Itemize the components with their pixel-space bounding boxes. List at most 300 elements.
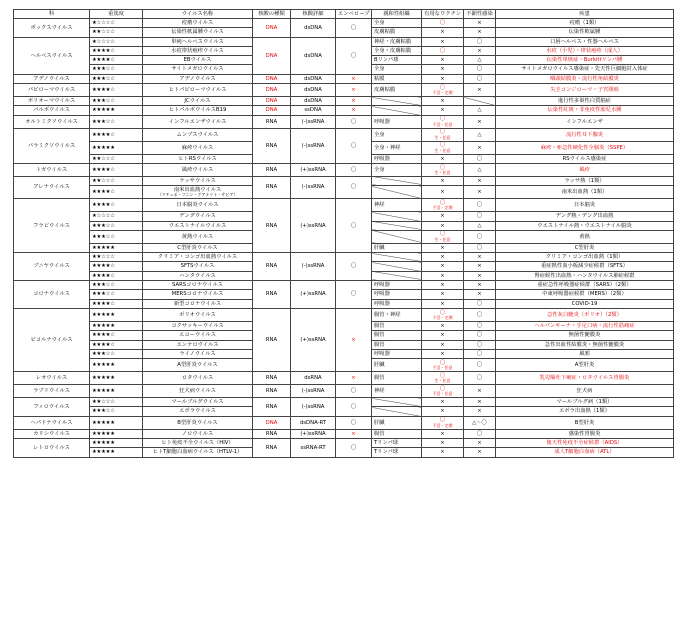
- disease-cell: サイトメガロウイルス感染症・先天性巨細胞封入体症: [496, 65, 674, 74]
- virus-name-cell: [143, 359, 253, 372]
- nucleic-acid-type: DNA: [253, 84, 291, 97]
- virus-name: サイトメガロウイルス: [171, 66, 224, 73]
- subclinical-cell: ×: [464, 186, 496, 199]
- vaccine-cell: [422, 398, 464, 407]
- vaccine-mark: ×: [440, 263, 445, 270]
- virus-name: SFTSウイルス: [180, 263, 215, 270]
- subclinical-cell: 〇: [464, 331, 496, 340]
- nucleic-acid-detail: dsDNA: [291, 84, 336, 97]
- disease-cell: 南米出血熱（1類）: [496, 186, 674, 199]
- subclinical-cell: △～〇: [464, 416, 496, 429]
- nucleic-acid-type: RNA: [253, 176, 291, 198]
- subclinical-cell: ×: [464, 407, 496, 416]
- severity-stars: ★★★☆☆: [90, 74, 143, 83]
- vaccine-mark: 〇: [439, 199, 446, 206]
- vaccine-note: 生・任意: [434, 169, 451, 175]
- disease-cell: 無菌性髄膜炎: [496, 331, 674, 340]
- disease-cell: 重症熱性血小板減少症候群（SFTS）: [496, 262, 674, 271]
- severity-stars: ★★★☆☆: [90, 221, 143, 230]
- nucleic-acid-type: DNA: [253, 74, 291, 83]
- table-row: [14, 19, 674, 28]
- tissue-cell: [372, 176, 422, 185]
- severity-stars: ★☆☆☆☆: [90, 19, 143, 28]
- vaccine-mark: ×: [440, 291, 445, 298]
- severity-stars: ★★★☆☆: [90, 230, 143, 243]
- virus-name-cell: [143, 37, 253, 46]
- virus-name-cell: [143, 299, 253, 308]
- nucleic-acid-type: RNA: [253, 308, 291, 371]
- disease-cell: クリミア・コンゴ出血熱（1類）: [496, 253, 674, 262]
- tissue-cell: [372, 271, 422, 280]
- virus-name: 狂犬病ウイルス: [179, 387, 216, 394]
- vaccine-cell: [422, 407, 464, 416]
- vaccine-note: 生・任意: [434, 378, 451, 384]
- virus-name: エボラウイルス: [179, 408, 216, 415]
- family-cell: レトロウイルス: [14, 439, 90, 458]
- vaccine-mark: ×: [440, 322, 445, 329]
- tissue-cell: 腸管: [372, 321, 422, 330]
- vaccine-cell: [422, 46, 464, 55]
- virus-name: JCウイルス: [184, 98, 211, 105]
- nucleic-acid-detail: (+)ssRNA: [291, 199, 336, 253]
- nucleic-acid-detail: (-)ssRNA: [291, 385, 336, 398]
- virus-name-cell: [143, 448, 253, 457]
- disease-cell: 進行性多巣性白質脳症: [496, 97, 674, 106]
- virus-name: ムンプスウイルス: [176, 131, 219, 138]
- subclinical-cell: ×: [464, 281, 496, 290]
- severity-stars: ★★★★☆: [90, 299, 143, 308]
- virus-name: B型肝炎ウイルス: [177, 419, 218, 426]
- vaccine-note: 不活・定期: [432, 89, 453, 95]
- disease-cell: 乳児嘔吐下痢症・ロタウイルス胃腸炎: [496, 372, 674, 385]
- disease-cell: 伝染性軟属腫: [496, 28, 674, 37]
- tissue-cell: 肝臓: [372, 243, 422, 252]
- virus-name-cell: [143, 416, 253, 429]
- subclinical-cell: ×: [464, 84, 496, 97]
- disease-cell: 麻疹・亜急性硬化性全脳炎（SSPE）: [496, 141, 674, 154]
- disease-cell: 感染性胃腸炎: [496, 429, 674, 438]
- nucleic-acid-type: RNA: [253, 429, 291, 438]
- nucleic-acid-detail: dsDNA-RT: [291, 416, 336, 429]
- vaccine-mark: ×: [440, 75, 445, 82]
- table-row: [14, 84, 674, 97]
- table-row: [14, 128, 674, 141]
- subclinical-cell: 〇: [464, 154, 496, 163]
- vaccine-note: 不活・定期: [432, 205, 453, 211]
- nucleic-acid-type: RNA: [253, 115, 291, 128]
- tissue-cell: [372, 398, 422, 407]
- severity-stars: ★★☆☆☆: [90, 154, 143, 163]
- virus-name: 水痘帯状疱疹ウイルス: [171, 47, 224, 54]
- subclinical-cell: 〇: [464, 308, 496, 321]
- vaccine-cell: [422, 416, 464, 429]
- vaccine-cell: [422, 253, 464, 262]
- table-row: [14, 106, 674, 115]
- tissue-cell: 全身: [372, 128, 422, 141]
- envelope-cell: 〇: [336, 439, 372, 458]
- vaccine-cell: [422, 106, 464, 115]
- subclinical-cell: 〇: [464, 340, 496, 349]
- virus-name-cell: [143, 262, 253, 271]
- family-cell: ヘルペスウイルス: [14, 37, 90, 74]
- tissue-cell: [372, 262, 422, 271]
- virus-name-cell: [143, 290, 253, 299]
- virus-name-note: （マチュポ・フニン・グアナリト・サビア）: [157, 192, 238, 198]
- virus-name: ヒトパピローマウイルス: [168, 86, 227, 93]
- vaccine-cell: [422, 115, 464, 128]
- tissue-cell: [372, 186, 422, 199]
- vaccine-mark: ×: [440, 222, 445, 229]
- severity-stars: ★★★☆☆: [90, 407, 143, 416]
- nucleic-acid-detail: (-)ssRNA: [291, 398, 336, 417]
- subclinical-cell: △: [464, 163, 496, 176]
- subclinical-cell: ×: [464, 253, 496, 262]
- vaccine-mark: ×: [440, 399, 445, 406]
- tissue-cell: [372, 253, 422, 262]
- table-header-row: [14, 10, 674, 19]
- virus-name-cell: [143, 372, 253, 385]
- vaccine-cell: [422, 128, 464, 141]
- virus-name-cell: [143, 385, 253, 398]
- severity-stars: ★★★★★: [90, 429, 143, 438]
- vaccine-mark: 〇: [439, 47, 446, 54]
- virus-name-cell: [143, 46, 253, 55]
- table-row: [14, 281, 674, 290]
- virus-name: インフルエンザウイルス: [168, 118, 227, 125]
- nucleic-acid-detail: (+)ssRNA: [291, 429, 336, 438]
- header-cell: 不顕性感染: [464, 10, 496, 19]
- family-cell: パピローマウイルス: [14, 84, 90, 97]
- virus-name: クリミア・コンゴ出血熱ウイルス: [157, 254, 238, 261]
- nucleic-acid-detail: (-)ssRNA: [291, 128, 336, 163]
- vaccine-cell: [422, 429, 464, 438]
- disease-cell: B型肝炎: [496, 416, 674, 429]
- virus-name-cell: [143, 115, 253, 128]
- disease-cell: RSウイルス感染症: [496, 154, 674, 163]
- subclinical-cell: 〇: [464, 359, 496, 372]
- severity-stars: ★★★★★: [90, 448, 143, 457]
- vaccine-cell: [422, 321, 464, 330]
- disease-cell: 急性出血性結膜炎・無菌性髄膜炎: [496, 340, 674, 349]
- table-row: [14, 439, 674, 448]
- disease-cell: ヘルパンギーナ・手足口病・流行性筋痛症: [496, 321, 674, 330]
- tissue-cell: 腸管: [372, 340, 422, 349]
- vaccine-mark: ×: [440, 332, 445, 339]
- nucleic-acid-type: DNA: [253, 19, 291, 38]
- nucleic-acid-detail: dsRNA: [291, 372, 336, 385]
- nucleic-acid-detail: dsDNA: [291, 19, 336, 38]
- tissue-cell: 肝臓: [372, 359, 422, 372]
- vaccine-note: 不活・定期: [432, 314, 453, 320]
- tissue-cell: 腸管: [372, 372, 422, 385]
- disease-cell: 尖圭コンジローマ・子宮頸癌: [496, 84, 674, 97]
- family-cell: ポックスウイルス: [14, 19, 90, 38]
- tissue-cell: 腸管: [372, 429, 422, 438]
- virus-name-cell: [143, 106, 253, 115]
- vaccine-cell: [422, 262, 464, 271]
- vaccine-mark: ×: [440, 430, 445, 437]
- vaccine-mark: ×: [440, 66, 445, 73]
- tissue-cell: 全身・皮膚粘膜: [372, 46, 422, 55]
- vaccine-mark: ×: [440, 282, 445, 289]
- virus-name-cell: [143, 407, 253, 416]
- table-row: [14, 385, 674, 398]
- disease-cell: 痘瘡（1類）: [496, 19, 674, 28]
- subclinical-cell: △: [464, 221, 496, 230]
- vaccine-cell: [422, 154, 464, 163]
- nucleic-acid-detail: dsDNA: [291, 97, 336, 106]
- family-cell: ヘパドナウイルス: [14, 416, 90, 429]
- tissue-cell: 神経: [372, 199, 422, 212]
- nucleic-acid-detail: (-)ssRNA: [291, 115, 336, 128]
- vaccine-mark: 〇: [439, 359, 446, 366]
- table-row: [14, 199, 674, 212]
- family-cell: パラミクソウイルス: [14, 128, 90, 163]
- nucleic-acid-detail: (+)ssRNA: [291, 281, 336, 309]
- vaccine-cell: [422, 28, 464, 37]
- header-cell: 核酸の種類: [253, 10, 291, 19]
- nucleic-acid-type: RNA: [253, 199, 291, 253]
- header-cell: 有用なワクチン: [422, 10, 464, 19]
- virus-name: 風疹ウイルス: [181, 166, 214, 173]
- table-row: [14, 253, 674, 262]
- severity-stars: ★★★★☆: [90, 331, 143, 340]
- virus-name-cell: [143, 398, 253, 407]
- virus-name-cell: [143, 439, 253, 448]
- subclinical-cell: ×: [464, 115, 496, 128]
- virus-name-cell: [143, 349, 253, 358]
- virus-name-cell: [143, 281, 253, 290]
- vaccine-cell: [422, 212, 464, 221]
- tissue-cell: 呼吸器: [372, 299, 422, 308]
- vaccine-cell: [422, 290, 464, 299]
- subclinical-cell: 〇: [464, 74, 496, 83]
- vaccine-mark: 〇: [439, 164, 446, 171]
- family-cell: アデノウイルス: [14, 74, 90, 83]
- virus-name-cell: [143, 163, 253, 176]
- subclinical-cell: ×: [464, 439, 496, 448]
- subclinical-cell: ×: [464, 28, 496, 37]
- virus-name-cell: [143, 271, 253, 280]
- vaccine-mark: 〇: [439, 116, 446, 123]
- disease-cell: 腎症候性出血熱・ハンタウイルス肺症候群: [496, 271, 674, 280]
- vaccine-cell: [422, 221, 464, 230]
- vaccine-cell: [422, 141, 464, 154]
- severity-stars: ★★☆☆☆: [90, 253, 143, 262]
- vaccine-note: 不活・任意: [432, 121, 453, 127]
- tissue-cell: [372, 230, 422, 243]
- family-cell: フラビウイルス: [14, 199, 90, 253]
- envelope-cell: 〇: [336, 37, 372, 74]
- vaccine-mark: ×: [440, 272, 445, 279]
- vaccine-mark: ×: [440, 155, 445, 162]
- vaccine-mark: 〇: [439, 309, 446, 316]
- subclinical-cell: △: [464, 106, 496, 115]
- disease-cell: 後天性免疫不全症候群（AIDS）: [496, 439, 674, 448]
- family-cell: レオウイルス: [14, 372, 90, 385]
- vaccine-cell: [422, 19, 464, 28]
- tissue-cell: 全身・神経: [372, 141, 422, 154]
- table-row: [14, 429, 674, 438]
- tissue-cell: 皮膚粘膜: [372, 84, 422, 97]
- virus-name-cell: [143, 321, 253, 330]
- disease-cell: 日本脳炎: [496, 199, 674, 212]
- virus-name: 新型コロナウイルス: [173, 300, 222, 307]
- subclinical-cell: 〇: [464, 243, 496, 252]
- envelope-cell: 〇: [336, 115, 372, 128]
- vaccine-cell: [422, 65, 464, 74]
- severity-stars: ★★★★☆: [90, 262, 143, 271]
- subclinical-cell: ×: [464, 46, 496, 55]
- virus-name: ヒトT細胞白血病ウイルス（HTLV-1）: [152, 449, 243, 456]
- virus-name-cell: [143, 199, 253, 212]
- virus-name: デングウイルス: [179, 213, 216, 220]
- virus-name: ロタウイルス: [181, 374, 214, 381]
- disease-cell: A型肝炎: [496, 359, 674, 372]
- severity-stars: ★★★★★: [90, 359, 143, 372]
- vaccine-cell: [422, 56, 464, 65]
- tissue-cell: 肝臓: [372, 416, 422, 429]
- nucleic-acid-type: RNA: [253, 372, 291, 385]
- vaccine-mark: 〇: [439, 385, 446, 392]
- virus-name: ハンタウイルス: [179, 272, 216, 279]
- nucleic-acid-type: DNA: [253, 416, 291, 429]
- subclinical-cell: ×: [464, 262, 496, 271]
- vaccine-cell: [422, 230, 464, 243]
- vaccine-cell: [422, 331, 464, 340]
- severity-stars: ★★★★☆: [90, 199, 143, 212]
- envelope-cell: ×: [336, 97, 372, 106]
- disease-cell: 成人T細胞白血病（ATL）: [496, 448, 674, 457]
- vaccine-mark: 〇: [439, 372, 446, 379]
- subclinical-cell: ×: [464, 176, 496, 185]
- envelope-cell: ×: [336, 308, 372, 371]
- severity-stars: ★★★★★: [90, 416, 143, 429]
- tissue-cell: 呼吸器: [372, 290, 422, 299]
- vaccine-mark: ×: [440, 350, 445, 357]
- tissue-cell: Bリンパ球: [372, 56, 422, 65]
- virus-name-cell: [143, 243, 253, 252]
- tissue-cell: 腸管: [372, 331, 422, 340]
- virus-name-cell: [143, 154, 253, 163]
- severity-stars: ★★★☆☆: [90, 290, 143, 299]
- vaccine-cell: [422, 176, 464, 185]
- family-cell: ピコルナウイルス: [14, 308, 90, 371]
- vaccine-cell: [422, 439, 464, 448]
- vaccine-cell: [422, 37, 464, 46]
- envelope-cell: 〇: [336, 385, 372, 398]
- vaccine-cell: [422, 359, 464, 372]
- vaccine-mark: ×: [440, 213, 445, 220]
- vaccine-note: 不活・任意: [432, 365, 453, 371]
- table-row: [14, 372, 674, 385]
- nucleic-acid-detail: ssRNA-RT: [291, 439, 336, 458]
- severity-stars: ★★☆☆☆: [90, 28, 143, 37]
- virus-table: [13, 9, 674, 458]
- severity-stars: ★★★★★: [90, 321, 143, 330]
- disease-cell: 風邪: [496, 349, 674, 358]
- severity-stars: ★★★★☆: [90, 128, 143, 141]
- header-cell: 核酸詳細: [291, 10, 336, 19]
- vaccine-mark: ×: [440, 341, 445, 348]
- subclinical-cell: 〇: [464, 37, 496, 46]
- vaccine-cell: [422, 299, 464, 308]
- disease-cell: 黄熱: [496, 230, 674, 243]
- tissue-cell: [372, 212, 422, 221]
- vaccine-cell: [422, 243, 464, 252]
- subclinical-cell: 〇: [464, 230, 496, 243]
- severity-stars: ★★★☆☆: [90, 115, 143, 128]
- virus-name: ライノウイルス: [179, 350, 216, 357]
- nucleic-acid-type: RNA: [253, 128, 291, 163]
- virus-table-container: [13, 9, 673, 458]
- envelope-cell: 〇: [336, 19, 372, 38]
- subclinical-cell: 〇: [464, 199, 496, 212]
- severity-stars: ★★★★★: [90, 372, 143, 385]
- header-cell: 科: [14, 10, 90, 19]
- tissue-cell: 粘膜: [372, 74, 422, 83]
- virus-name-cell: [143, 176, 253, 185]
- table-row: [14, 37, 674, 46]
- tissue-cell: [372, 221, 422, 230]
- nucleic-acid-type: RNA: [253, 281, 291, 309]
- severity-stars: ★★★★★: [90, 106, 143, 115]
- disease-cell: ラッサ熱（1類）: [496, 176, 674, 185]
- nucleic-acid-type: RNA: [253, 398, 291, 417]
- subclinical-cell: 〇: [464, 299, 496, 308]
- vaccine-mark: ×: [440, 57, 445, 64]
- disease-cell: 狂犬病: [496, 385, 674, 398]
- tissue-cell: Tリンパ球: [372, 448, 422, 457]
- nucleic-acid-detail: ssDNA: [291, 106, 336, 115]
- virus-name: 黄熱ウイルス: [181, 233, 214, 240]
- subclinical-cell: △: [464, 56, 496, 65]
- virus-name-cell: [143, 19, 253, 28]
- severity-stars: ★★☆☆☆: [90, 176, 143, 185]
- nucleic-acid-type: DNA: [253, 37, 291, 74]
- vaccine-note: 不活・定期: [432, 422, 453, 428]
- vaccine-note: 生・任意: [434, 236, 451, 242]
- family-cell: カリシウイルス: [14, 429, 90, 438]
- virus-name: 日本脳炎ウイルス: [176, 202, 219, 209]
- header-cell: 疾患: [496, 10, 674, 19]
- disease-cell: 流行性耳下腺炎: [496, 128, 674, 141]
- envelope-cell: 〇: [336, 253, 372, 281]
- subclinical-cell: ×: [464, 290, 496, 299]
- virus-name-cell: [143, 221, 253, 230]
- vaccine-mark: ×: [440, 98, 445, 105]
- envelope-cell: ×: [336, 106, 372, 115]
- severity-stars: ★★★★☆: [90, 163, 143, 176]
- vaccine-cell: [422, 385, 464, 398]
- tissue-cell: 呼吸器: [372, 115, 422, 128]
- table-row: [14, 176, 674, 185]
- subclinical-cell: 〇: [464, 65, 496, 74]
- family-cell: ポリオーマウイルス: [14, 97, 90, 106]
- tissue-cell: [372, 97, 422, 106]
- vaccine-mark: 〇: [439, 129, 446, 136]
- envelope-cell: 〇: [336, 176, 372, 198]
- virus-name-cell: [143, 65, 253, 74]
- subclinical-cell: [464, 97, 496, 106]
- virus-name: 麻疹ウイルス: [181, 144, 214, 151]
- vaccine-mark: 〇: [439, 231, 446, 238]
- disease-cell: 中東呼吸器症候群（MERS）（2類）: [496, 290, 674, 299]
- nucleic-acid-type: RNA: [253, 163, 291, 176]
- virus-name: アデノウイルス: [179, 75, 216, 82]
- family-cell: ラブドウイルス: [14, 385, 90, 398]
- nucleic-acid-type: DNA: [253, 106, 291, 115]
